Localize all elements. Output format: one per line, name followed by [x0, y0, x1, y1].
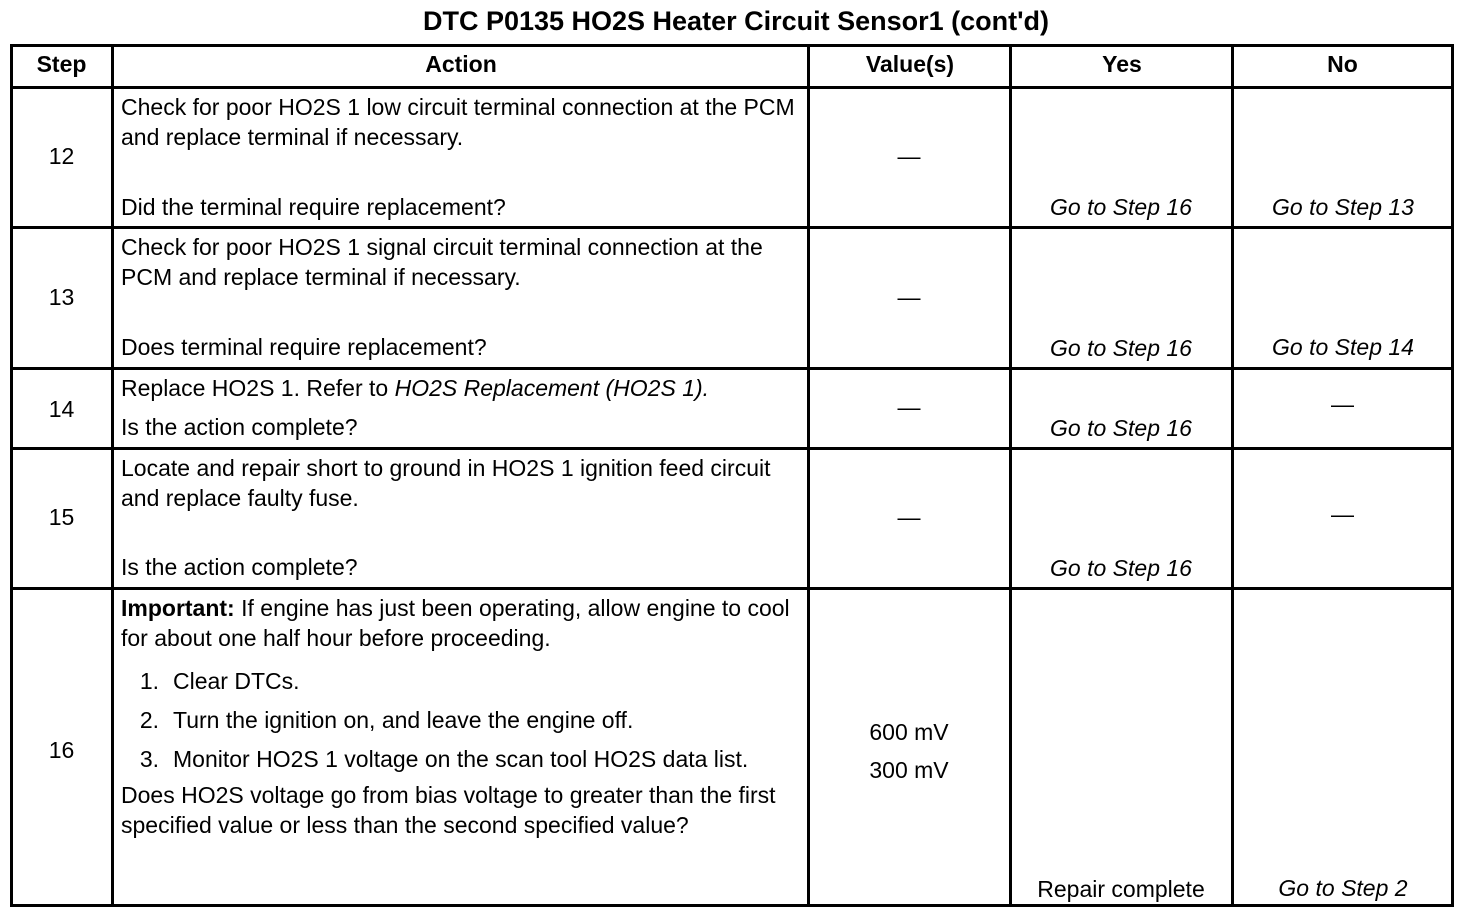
value-text: 300 mV: [869, 757, 949, 783]
no-text: Go to Step 2: [1278, 875, 1408, 901]
list-number: 3.: [139, 746, 159, 772]
list-item: [121, 701, 797, 740]
list-text: Monitor HO2S 1 voltage on the scan tool HO2S data list.: [173, 746, 749, 772]
table-divider: [807, 44, 810, 907]
yes-cell: [1011, 228, 1233, 369]
list-number: 2.: [139, 707, 159, 733]
header-step: Step: [36, 51, 87, 77]
table-border: [1451, 44, 1454, 907]
step-number: 16: [48, 737, 75, 763]
table-divider: [1009, 44, 1012, 907]
yes-cell: [1011, 369, 1233, 449]
no-text: Go to Step 14: [1272, 334, 1414, 360]
table-row: [10, 449, 113, 589]
value-cell: [809, 228, 1011, 369]
header-yes: Yes: [1102, 51, 1142, 77]
action-question: Is the action complete?: [121, 414, 358, 440]
value-text: 600 mV: [869, 719, 949, 745]
yes-cell: [1011, 88, 1233, 228]
important-text: If engine has just been operating, allow engine to cool for about one half hour before proceeding.: [121, 595, 790, 651]
yes-cell: [1011, 589, 1233, 906]
value-text: —: [897, 143, 921, 169]
value-text: —: [897, 284, 921, 310]
no-cell: [1233, 449, 1452, 589]
value-cell: [809, 369, 1011, 449]
action-text: [121, 373, 797, 403]
table-row: [10, 369, 113, 449]
header-action: Action: [425, 51, 497, 77]
table-divider: [10, 587, 1454, 590]
value-text: —: [897, 504, 921, 530]
no-cell: [1233, 589, 1452, 906]
table-row: [10, 228, 113, 369]
step-number: 13: [48, 284, 75, 310]
header-no: No: [1327, 51, 1358, 77]
important-label: Important:: [121, 595, 235, 621]
list-number: 1.: [139, 668, 159, 694]
value-cell: [809, 449, 1011, 589]
list-item: [121, 740, 797, 774]
no-text: —: [1331, 391, 1354, 417]
action-text: Check for poor HO2S 1 low circuit terminal connection at the PCM and replace terminal if necessary.: [121, 94, 795, 150]
value-text: —: [897, 394, 921, 420]
step-number: 14: [48, 396, 75, 422]
table-divider: [10, 226, 1454, 229]
action-question: Is the action complete?: [121, 554, 358, 580]
yes-cell: [1011, 449, 1233, 589]
action-question: Does HO2S voltage go from bias voltage to greater than the first specified value or less than the second specified value?: [121, 782, 776, 838]
no-text: —: [1331, 501, 1354, 527]
table-border: [10, 44, 13, 907]
action-cell: [113, 369, 809, 449]
important-note: [121, 593, 797, 653]
action-cell: [113, 449, 809, 589]
yes-text: Go to Step 16: [1050, 555, 1192, 581]
yes-text: Go to Step 16: [1050, 415, 1192, 441]
action-question: Does terminal require replacement?: [121, 334, 487, 360]
action-cell: [113, 88, 809, 228]
table-border: [10, 904, 1454, 907]
action-text: Locate and repair short to ground in HO2S 1 ignition feed circuit and replace faulty fuse.: [121, 455, 771, 511]
page-title: DTC P0135 HO2S Heater Circuit Sensor1 (cont'd): [422, 6, 1050, 36]
no-cell: [1233, 228, 1452, 369]
list-text: Clear DTCs.: [173, 668, 300, 694]
no-cell: [1233, 88, 1452, 228]
yes-text: Go to Step 16: [1050, 194, 1192, 220]
action-cell: [113, 228, 809, 369]
no-cell: [1233, 369, 1452, 449]
table-border: [10, 44, 1454, 47]
table-divider: [111, 44, 114, 907]
table-divider: [10, 447, 1454, 450]
table-divider: [1231, 44, 1234, 907]
list-text: Turn the ignition on, and leave the engine off.: [173, 707, 634, 733]
value-cell: [809, 88, 1011, 228]
table-divider: [10, 367, 1454, 370]
procedure-list: [121, 662, 797, 774]
yes-text: Repair complete: [1037, 876, 1205, 902]
yes-text: Go to Step 16: [1050, 335, 1192, 361]
value-cell: [809, 589, 1011, 906]
table-divider: [10, 86, 1454, 89]
action-reference: HO2S Replacement (HO2S 1).: [394, 375, 710, 401]
step-number: 12: [48, 143, 75, 169]
step-number: 15: [48, 504, 75, 530]
action-text: Check for poor HO2S 1 signal circuit terminal connection at the PCM and replace terminal if necessary.: [121, 234, 763, 290]
action-question: Did the terminal require replacement?: [121, 194, 506, 220]
header-values: Value(s): [865, 51, 955, 77]
action-cell: [113, 589, 809, 906]
table-row: [10, 589, 113, 906]
table-row: [10, 88, 113, 228]
no-text: Go to Step 13: [1272, 194, 1414, 220]
list-item: [121, 662, 797, 701]
action-text-prefix: Replace HO2S 1. Refer to: [121, 375, 395, 401]
